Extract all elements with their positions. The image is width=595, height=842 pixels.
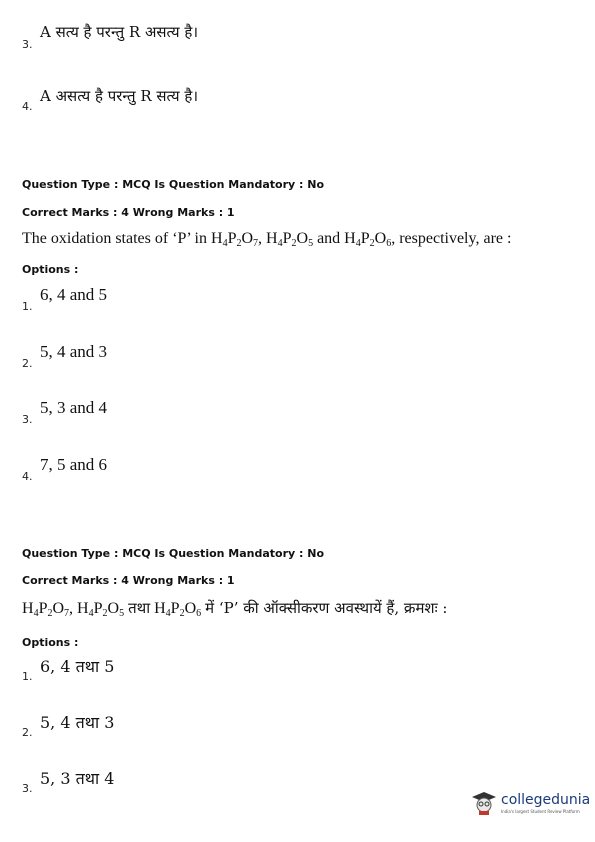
question-type-line: Question Type : MCQ Is Question Mandatory : No [22, 547, 325, 560]
question-suffix: respectively, are : [399, 230, 512, 247]
option-4-number: 4. [22, 470, 33, 483]
options-label: Options : [22, 263, 79, 276]
prev-option-4-number: 4. [22, 100, 33, 113]
option-1-number: 1. [22, 670, 33, 683]
option-3-number: 3. [22, 413, 33, 426]
prev-option-3-text: A सत्य है परन्तु R असत्य है। [40, 23, 199, 41]
marks-line: Correct Marks : 4 Wrong Marks : 1 [22, 574, 235, 587]
question-suffix-hindi: में ‘P’ की ऑक्सीकरण अवस्थायें हैं, क्रमशः : [205, 599, 448, 617]
option-3-number: 3. [22, 782, 33, 795]
options-label: Options : [22, 636, 79, 649]
question-text: The oxidation states of ‘P’ in $H_4P_2O_7$, $H_4P_2O_5$ and $H_4P_2O_6$, respectively, are : [22, 230, 512, 249]
graduate-mascot-icon [470, 790, 498, 816]
logo-name: collegedunia [501, 791, 591, 808]
formula-3: $H_4P_2O_6$ [344, 230, 392, 249]
question-type-line: Question Type : MCQ Is Question Mandatory : No [22, 178, 325, 191]
prev-option-4-text: A असत्य है परन्तु R सत्य है। [40, 87, 199, 105]
formula-3: $H_4P_2O_6$ [154, 600, 202, 619]
formula-2: $H_4P_2O_5$ [77, 600, 125, 619]
option-3-text: 5, 3 तथा 4 [40, 769, 115, 788]
collegedunia-logo [470, 790, 590, 816]
question-prefix: The oxidation states of ‘P’ in [22, 230, 207, 247]
formula-2: $H_4P_2O_5$ [266, 230, 314, 249]
question-text-hindi: $H_4P_2O_7$, $H_4P_2O_5$ तथा $H_4P_2O_6$ में ‘P’ की ऑक्सीकरण अवस्थायें हैं, क्रमशः : [22, 599, 448, 619]
logo-tagline: India's largest Student Review Platform [501, 808, 580, 814]
option-3-text: 5, 3 and 4 [40, 398, 108, 417]
formula-1: $H_4P_2O_7$ [211, 230, 259, 249]
option-1-text: 6, 4 तथा 5 [40, 657, 115, 676]
option-2-text: 5, 4 तथा 3 [40, 713, 115, 732]
option-1-number: 1. [22, 300, 33, 313]
formula-1: $H_4P_2O_7$ [22, 600, 70, 619]
and-word-hindi: तथा [128, 599, 151, 617]
prev-option-3-number: 3. [22, 38, 33, 51]
and-word: and [317, 230, 341, 247]
option-2-number: 2. [22, 357, 33, 370]
option-2-text: 5, 4 and 3 [40, 342, 108, 361]
option-1-text: 6, 4 and 5 [40, 285, 108, 304]
option-2-number: 2. [22, 726, 33, 739]
marks-line: Correct Marks : 4 Wrong Marks : 1 [22, 206, 235, 219]
option-4-text: 7, 5 and 6 [40, 455, 108, 474]
